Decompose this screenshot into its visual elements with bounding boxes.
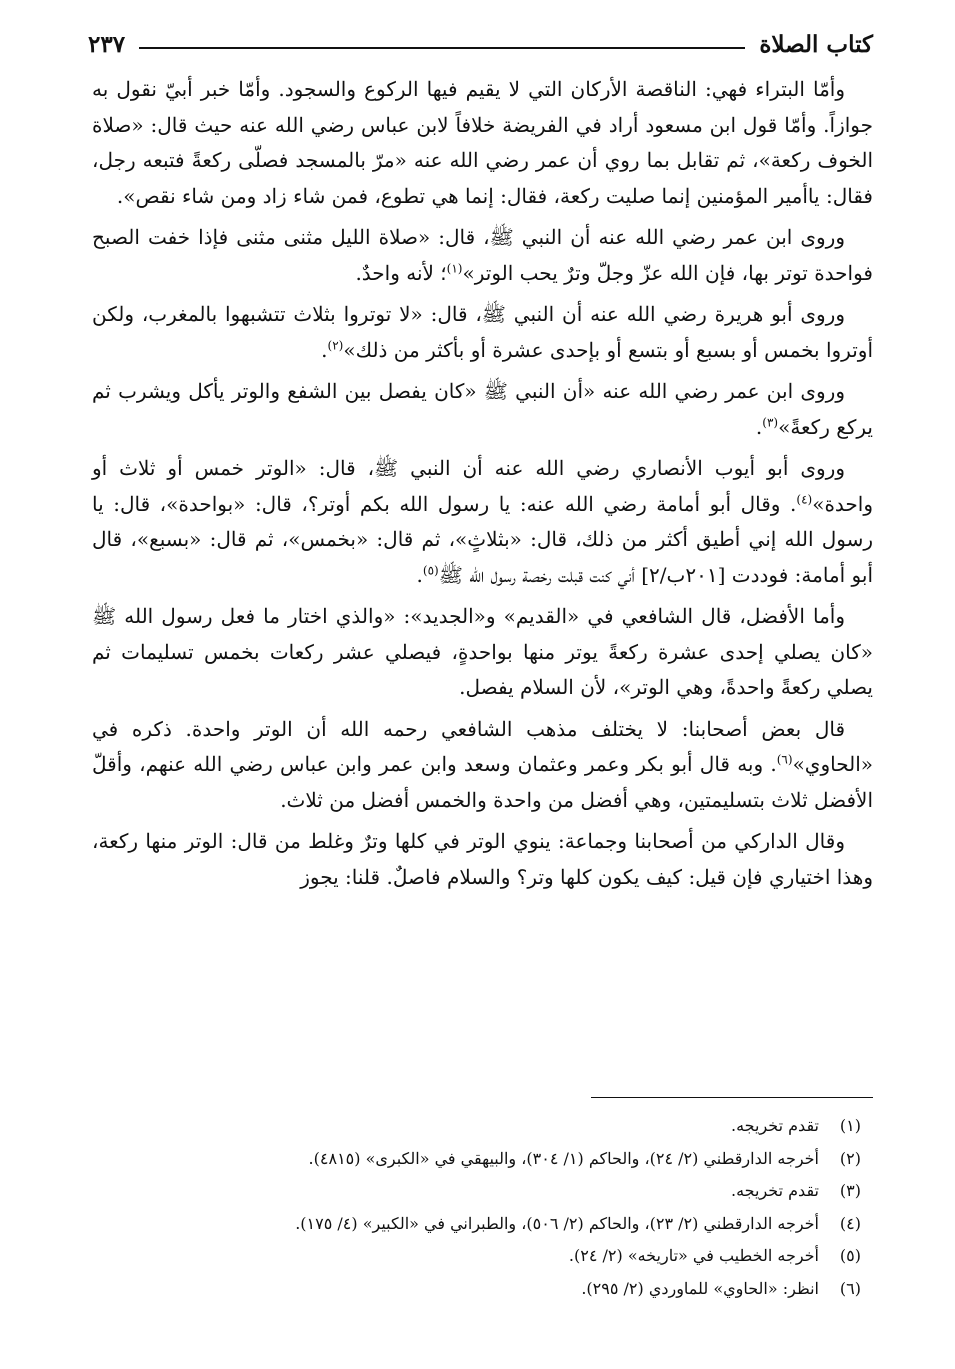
footnote-number: (٢) [839,1148,861,1168]
footnote [92,1273,861,1306]
header-rule [139,47,745,49]
paragraph-text: وقال الداركي من أصحابنا وجماعة: ينوي الوتر في كلها وترٌ وغلط من قال: الوتر منها ركعة، وهذا اختياري فإن قيل: كيف يكون كلها وتر؟ والسلام فاصلٌ. قلنا: يجوز [92,829,873,889]
footnote-text: تقدم تخريجه. [731,1181,819,1200]
paragraph-text: . [416,562,423,587]
footnote-text: تقدم تخريجه. [731,1116,819,1135]
paragraph [92,599,873,706]
footnote-number: (٤) [839,1213,861,1233]
footnote [92,1110,861,1143]
paragraph [92,220,873,291]
paragraph-text: وروى أبو أيوب الأنصاري رضي الله عنه أن النبي ﷺ، قال: «الوتر خمس أو ثلاث أو واحدة» [92,456,873,516]
footnote [92,1208,861,1241]
chapter-title: كتاب الصلاة [759,31,873,58]
paragraph-text: ؛ لأنه واحدٌ. [355,260,447,285]
main-text [92,72,873,901]
paragraph [92,712,873,819]
footnote-text: أخرجه الدارقطني (٢/ ٢٣)، والحاكم (٢/ ٥٠٦)، والطبراني في «الكبير» (٤/ ١٧٥). [295,1213,819,1233]
footnote-number: (٥) [839,1246,861,1265]
footnote-number: (١) [839,1116,861,1135]
paragraph-text: قال بعض أصحابنا: لا يختلف مذهب الشافعي رحمه الله أن الوتر واحدة. ذكره في «الحاوي» [92,716,874,776]
paragraph [92,374,873,445]
footnote-ref[interactable]: (٤) [796,491,813,506]
footnote-number: (٦) [839,1278,861,1298]
paragraph [92,72,873,214]
footnote-separator [591,1097,873,1098]
paragraph [92,451,873,593]
paragraph-text: وروى ابن عمر رضي الله عنه «أن النبي ﷺ «كان يفصل بين الشفع والوتر يأكل ويشرب ثم يركع ركعةً» [92,379,873,439]
footnote-ref[interactable]: (٥) [422,562,439,577]
footnote-ref[interactable]: (١) [446,260,463,275]
paragraph-text: . [755,414,763,439]
paragraph-text: . وقال أبو أمامة رضي الله عنه: يا رسول الله بكم أوتر؟، قال: «بواحدة»، قال: يا رسول الله إني أطيق أكثر من ذلك، قال: «بثلاثٍ»، ثم قال: «بخمس»، ثم قال: «بسبع»، قال أبو أمامة: فوددت [٢٠١ب/٢] أني كنت قبلت رخصة رسول الله ﷺ [92,491,873,587]
footnote-text: أخرجه الخطيب في «تاريخه» (٢/ ٢٤). [568,1246,819,1265]
footnote-text: أخرجه الدارقطني (٢/ ٢٤)، والحاكم (١/ ٣٠٤)، والبيهقي في «الكبرى» (٤٨١٥). [308,1148,819,1168]
paragraph [92,297,873,368]
paragraph-text: وأما الأفضل، قال الشافعي في «القديم» و«الجديد»: «والذي اختار ما فعل رسول الله ﷺ «كان يصلي إحدى عشرة ركعةً يوتر منها بواحدةٍ، فيصلي عشر ركعات بخمس تسليمات ثم يصلي ركعةً واحدةً، وهي الوتر»، لأن السلام يفصل. [92,604,873,699]
footnote [92,1240,861,1273]
footnote-number: (٣) [839,1181,861,1200]
paragraph-text: . [321,337,328,362]
running-header [88,24,873,58]
paragraph-text: وروى ابن عمر رضي الله عنه أن النبي ﷺ، قال: «صلاة الليل مثنى مثنى فإذا خفت الصبح فواحدة توتر بها، فإن الله عزّ وجلّ وترٌ يحب الوتر» [92,225,873,285]
footnote-ref[interactable]: (٢) [327,337,344,352]
footnote [92,1175,861,1208]
paragraph [92,824,873,895]
footnotes [92,1110,861,1305]
footnote-ref[interactable]: (٦) [776,752,793,767]
footnote [92,1143,861,1176]
paragraph-text: . وبه قال أبو بكر وعمر وعثمان وسعد وابن عمر وابن عباس رضي الله عنهم، وأقلّ الأفضل ثلاث بتسليمتين، وهي أفضل من واحدة والخمس أفضل من ثلاث. [92,752,873,812]
footnote-text: انظر: «الحاوي» للماوردي (٢/ ٢٩٥). [581,1278,819,1298]
paragraph-text: وأمّا البتراء فهي: الناقصة الأركان التي لا يقيم فيها الركوع والسجود. وأمّا خبر أبيّ نقول به جوازاً. وأمّا قول ابن مسعود أراد في الفريضة خلافاً لابن عباس رضي الله عنه حيث قال: «صلاة الخوف ركعة»، ثم تقابل بما روي أن عمر رضي الله عنه «مرّ بالمسجد فصلّى ركعةً فتبعه رجل، فقال: ياأمير المؤمنين إنما صليت ركعة، فقال: إنما هي تطوع، فمن شاء زاد ومن شاء نقص». [92,77,873,208]
paragraph-text: وروى أبو هريرة رضي الله عنه أن النبي ﷺ، قال: «لا توتروا بثلاث تتشبهوا بالمغرب، ولكن أوتروا بخمس أو بسبع أو بتسع أو بإحدى عشرة أو بأكثر من ذلك» [92,302,873,362]
footnote-ref[interactable]: (٣) [762,414,779,429]
page-number: ٢٣٧ [88,31,126,58]
